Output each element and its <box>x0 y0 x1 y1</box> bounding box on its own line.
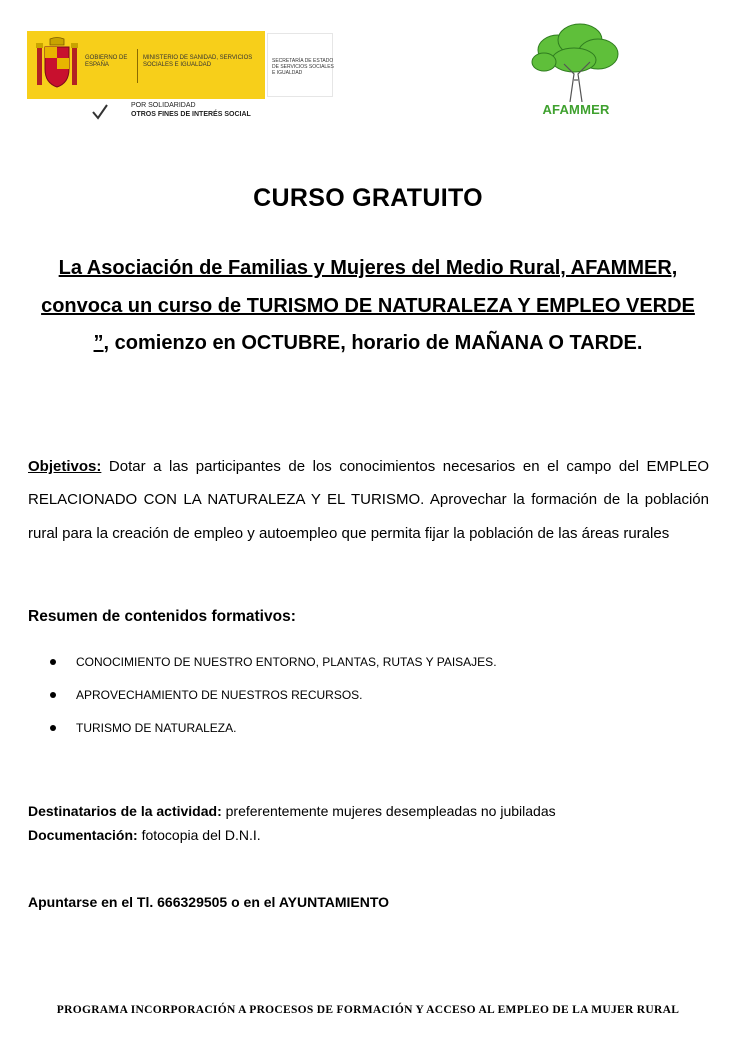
intro-text: , comienzo en OCTUBRE, horario de MAÑANA O TARDE. <box>103 332 643 354</box>
gov-espana-text: GOBIERNO DE ESPAÑA <box>85 55 128 68</box>
secretaria-text: SECRETARÍA DE ESTADO DE SERVICIOS SOCIALES E IGUALDAD <box>272 58 334 76</box>
solidaridad-line1: POR SOLIDARIDAD <box>131 102 196 109</box>
contents-list <box>48 650 497 749</box>
list-item-text: APROVECHAMIENTO DE NUESTROS RECURSOS. <box>76 688 363 702</box>
signup-line: Apuntarse en el Tl. 666329505 o en el AYUNTAMIENTO <box>28 894 390 910</box>
afammer-wordmark: AFAMMER <box>542 102 610 117</box>
documentacion-value: fotocopia del D.N.I. <box>137 827 261 843</box>
page-title: CURSO GRATUITO <box>253 184 483 212</box>
tree-icon <box>528 22 624 102</box>
contents-heading: Resumen de contenidos formativos: <box>28 608 296 625</box>
list-item <box>48 650 497 683</box>
destinatarios-line <box>28 803 556 819</box>
list-item <box>48 683 497 716</box>
list-item-text: TURISMO DE NATURALEZA. <box>76 721 237 735</box>
coat-of-arms-icon <box>35 37 79 93</box>
bullet-icon <box>50 725 56 731</box>
intro-paragraph <box>40 250 696 363</box>
ministry-text: MINISTERIO DE SANIDAD, SERVICIOS SOCIALES E IGUALDAD <box>143 55 253 68</box>
destinatarios-label: Destinatarios de la actividad: <box>28 803 222 819</box>
solidaridad-text <box>131 101 251 119</box>
check-icon <box>91 103 109 121</box>
objetivos-paragraph <box>28 450 709 550</box>
program-footer: PROGRAMA INCORPORACIÓN A PROCESOS DE FORMACIÓN Y ACCESO AL EMPLEO DE LA MUJER RURAL <box>56 1004 680 1016</box>
gov-separator <box>137 49 138 83</box>
list-item-text: CONOCIMIENTO DE NUESTRO ENTORNO, PLANTAS, RUTAS Y PAISAJES. <box>76 655 497 669</box>
documentacion-line <box>28 827 261 843</box>
intro-underlined-text: La Asociación de Familias y Mujeres del Medio Rural, AFAMMER, convoca un curso de TURISMO DE NATURALEZA Y EMPLEO VERDE ” <box>41 257 695 354</box>
objetivos-label: Objetivos: <box>28 458 102 475</box>
bullet-icon <box>50 692 56 698</box>
government-logo <box>27 31 335 123</box>
documentacion-label: Documentación: <box>28 827 138 843</box>
solidaridad-line2: OTROS FINES DE INTERÉS SOCIAL <box>131 111 251 118</box>
list-item <box>48 716 497 749</box>
bullet-icon <box>50 659 56 665</box>
objetivos-text: Dotar a las participantes de los conocimientos necesarios en el campo del EMPLEO RELACIONADO CON LA NATURALEZA Y EL TURISMO. Aprovechar la formación de la población rural para la creación de empleo y autoempleo que permita fijar la población de las áreas rurales <box>28 458 709 542</box>
gov-logo-banner <box>27 31 265 99</box>
afammer-logo <box>528 22 624 122</box>
destinatarios-value: preferentemente mujeres desempleadas no jubiladas <box>221 803 556 819</box>
secretaria-box <box>267 33 333 97</box>
